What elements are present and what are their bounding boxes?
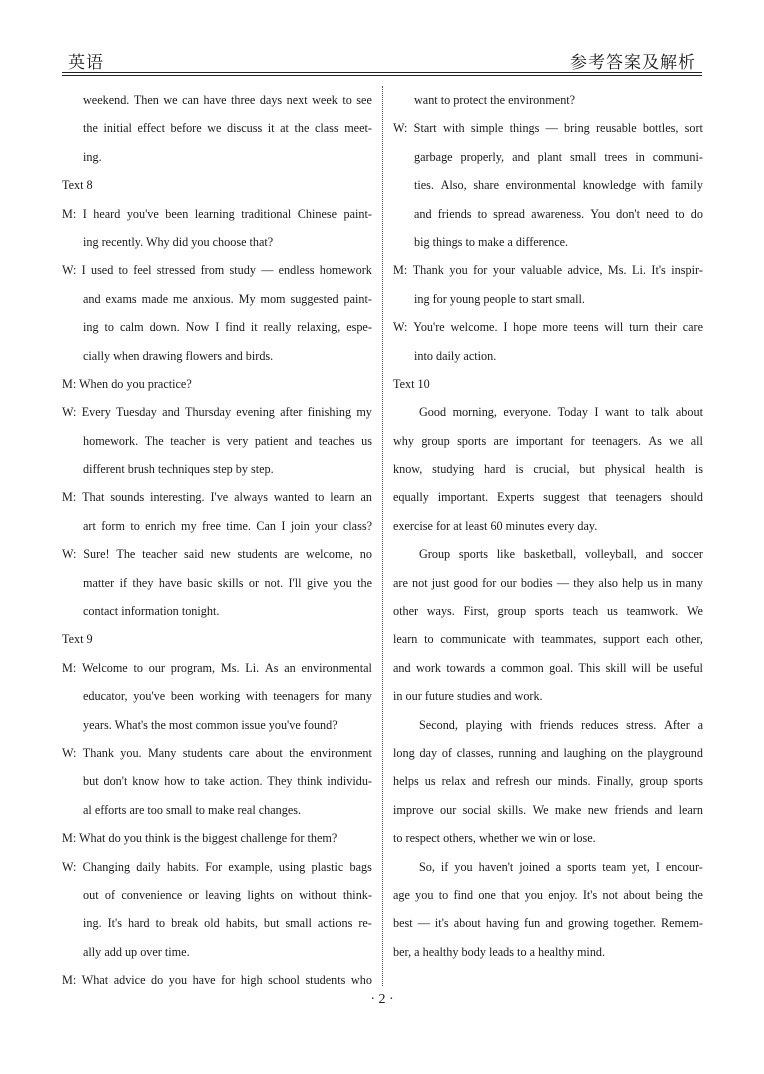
text-line: the initial effect before we discuss it at the class meet- — [83, 121, 372, 136]
text-line: but don't know how to take action. They think individu- — [83, 774, 372, 789]
text-line: ing for young people to start small. — [414, 291, 585, 306]
text-line: long day of classes, running and laughing on the playground — [393, 745, 703, 760]
text-line: are not just good for our bodies — they also help us in many — [393, 575, 703, 590]
section-title: 参考答案及解析 — [570, 53, 696, 73]
text-line: M: Thank you for your valuable advice, Ms. Li. It's inspir- — [393, 263, 703, 278]
text-line: to respect others, whether we win or lose. — [393, 831, 596, 846]
text-line: and friends to spread awareness. You don't need to do — [414, 206, 703, 221]
text-line: weekend. Then we can have three days next week to see — [83, 93, 372, 107]
text-line: al efforts are too small to make real changes. — [83, 802, 302, 817]
text-line: and exams made me anxious. My mom suggested paint- — [83, 291, 372, 306]
text-line: M: Welcome to our program, Ms. Li. As an environmental — [62, 660, 372, 675]
text-line: improve our social skills. We make new friends and learn — [393, 802, 703, 817]
page-number: · 2 · — [370, 992, 394, 1007]
text-line: helps us relax and refresh our minds. Finally, group sports — [393, 774, 703, 789]
text-line: other ways. First, group sports teach us teamwork. We — [393, 604, 703, 619]
text-line: best — it's about having fun and growing together. Remem- — [393, 916, 703, 931]
text-line: homework. The teacher is very patient and teaches us — [83, 433, 372, 448]
text-line: M: That sounds interesting. I've always wanted to learn an — [62, 490, 372, 505]
text-line: ber, a healthy body leads to a healthy mind. — [393, 944, 606, 959]
text-line: Good morning, everyone. Today I want to talk about — [419, 405, 703, 420]
text-line: Text 10 — [393, 376, 430, 391]
subject-label: 英语 — [68, 53, 104, 73]
text-line: ing to calm down. Now I find it really relaxing, espe- — [83, 320, 372, 335]
text-line: M: When do you practice? — [62, 376, 192, 391]
text-line: educator, you've been working with teenagers for many — [83, 689, 372, 704]
text-line: W: Start with simple things — bring reusable bottles, sort — [393, 121, 703, 136]
text-line: know, studying hard is crucial, but physical health is — [393, 462, 703, 477]
text-line: matter if they have basic skills or not. I'll give you the — [83, 575, 372, 590]
text-line: ties. Also, share environmental knowledge with family — [414, 178, 703, 193]
text-line: garbage properly, and plant small trees in communi- — [414, 149, 703, 164]
text-line: W: Changing daily habits. For example, using plastic bags — [62, 859, 372, 874]
text-line: cially when drawing flowers and birds. — [83, 348, 274, 363]
text-line: Text 8 — [62, 178, 93, 193]
text-line: M: What advice do you have for high school students who — [62, 973, 372, 988]
text-line: different brush techniques step by step. — [83, 462, 274, 477]
page-header — [62, 44, 702, 74]
text-line: equally important. Experts suggest that teenagers should — [393, 490, 703, 505]
text-line: years. What's the most common issue you've found? — [83, 717, 338, 732]
text-line: ing. — [83, 149, 102, 164]
text-line: ing recently. Why did you choose that? — [83, 234, 274, 249]
text-line: W: I used to feel stressed from study — endless homework — [62, 263, 372, 278]
text-line: exercise for at least 60 minutes every day. — [393, 518, 598, 533]
text-line: So, if you haven't joined a sports team yet, I encour- — [419, 859, 703, 874]
text-line: W: You're welcome. I hope more teens will turn their care — [393, 320, 703, 335]
text-line: M: What do you think is the biggest challenge for them? — [62, 831, 338, 846]
text-line: and work towards a common goal. This skill will be useful — [393, 660, 703, 675]
column-divider — [382, 86, 383, 986]
text-line: big things to make a difference. — [414, 234, 569, 249]
text-line: ing. It's hard to break old habits, but small actions re- — [83, 916, 372, 931]
text-line: art form to enrich my free time. Can I join your class? — [83, 518, 372, 533]
text-line: W: Every Tuesday and Thursday evening after finishing my — [62, 405, 372, 420]
text-line: age you to find one that you enjoy. It's not about being the — [393, 887, 703, 902]
text-line: Text 9 — [62, 632, 93, 647]
text-line: Group sports like basketball, volleyball, and soccer — [419, 547, 703, 562]
text-line: learn to communicate with teammates, support each other, — [393, 632, 703, 647]
text-line: Second, playing with friends reduces stress. After a — [419, 717, 703, 732]
right-text-column — [393, 86, 703, 966]
header-rule-thick — [62, 72, 702, 73]
text-line: out of convenience or leaving lights on without think- — [83, 887, 372, 902]
text-line: W: Thank you. Many students care about the environment — [62, 745, 372, 760]
header-rule-thin — [62, 75, 702, 76]
text-line: contact information tonight. — [83, 604, 220, 619]
text-line: want to protect the environment? — [414, 93, 576, 107]
text-line: ally add up over time. — [83, 944, 190, 959]
text-line: in our future studies and work. — [393, 689, 543, 704]
text-line: into daily action. — [414, 348, 497, 363]
text-line: why group sports are important for teenagers. As we all — [393, 433, 703, 448]
text-line: W: Sure! The teacher said new students are welcome, no — [62, 547, 372, 562]
text-line: M: I heard you've been learning traditional Chinese paint- — [62, 206, 372, 221]
left-text-column — [62, 86, 372, 995]
